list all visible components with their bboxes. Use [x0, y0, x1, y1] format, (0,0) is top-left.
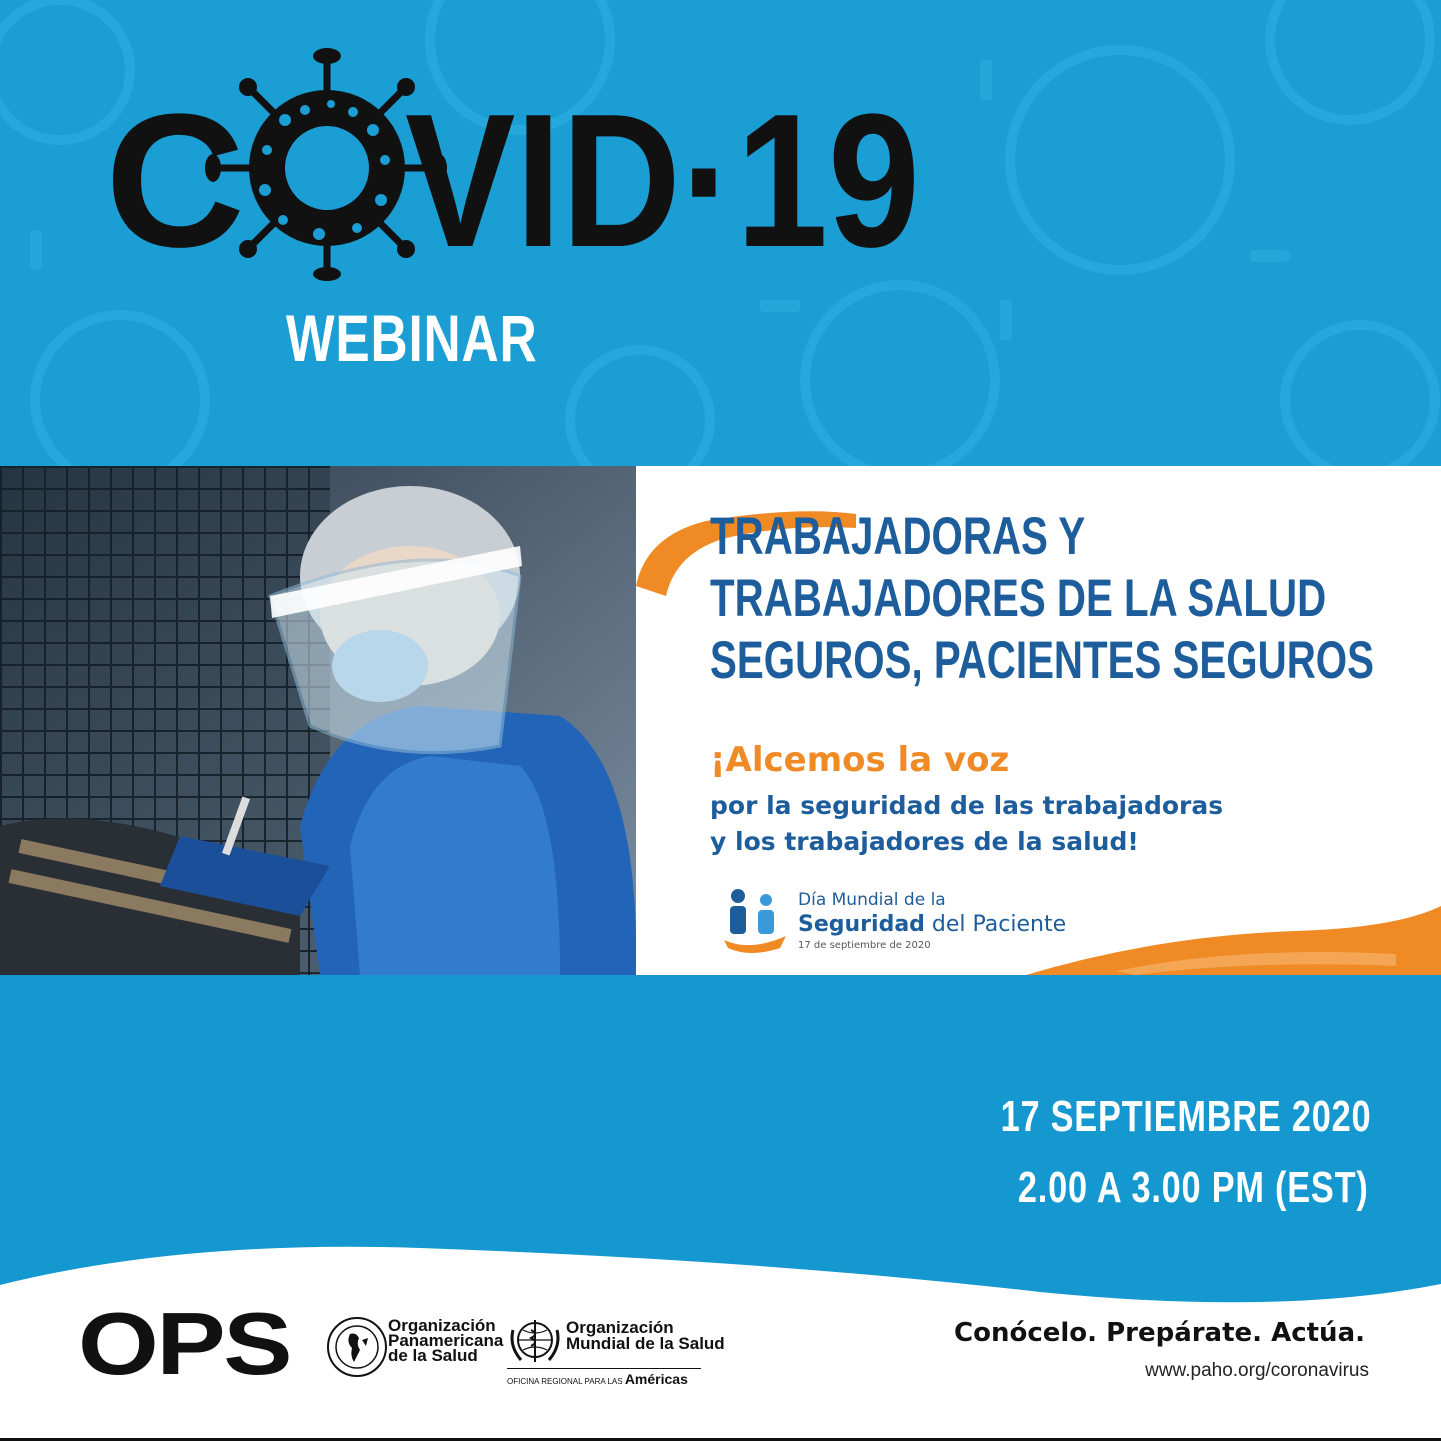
- who-name-line: Mundial de la Salud: [566, 1334, 725, 1353]
- campaign-tagline: Conócelo. Prepárate. Actúa.: [954, 1318, 1365, 1348]
- poster-headline: [710, 506, 1374, 692]
- headline-line: TRABAJADORES DE LA SALUD: [710, 569, 1327, 628]
- svg-text:C: C: [105, 75, 245, 287]
- day-line-1: Día Mundial de la: [798, 890, 946, 910]
- subtext-line: y los trabajadores de la salud!: [710, 827, 1139, 856]
- covid19-title-logo: [105, 50, 925, 287]
- webinar-label: WEBINAR: [286, 301, 538, 375]
- paho-name-line: de la Salud: [388, 1346, 478, 1365]
- headline-line: TRABAJADORAS Y: [710, 507, 1086, 566]
- health-worker-photo: [0, 466, 636, 975]
- who-name-line: Organización: [566, 1318, 674, 1337]
- poster-subtext: [710, 788, 1223, 860]
- paho-seal-icon: [326, 1316, 388, 1378]
- svg-text:VID·19: VID·19: [405, 75, 920, 287]
- ops-logo: OPS: [78, 1294, 291, 1393]
- who-name: [566, 1320, 725, 1352]
- who-emblem-icon: [507, 1316, 563, 1366]
- who-region-prefix: OFICINA REGIONAL PARA LAS: [507, 1377, 625, 1386]
- who-divider: [507, 1368, 701, 1369]
- day-line-2-bold: Seguridad: [798, 912, 925, 937]
- who-region-name: Américas: [624, 1371, 688, 1387]
- event-date: 17 SEPTIEMBRE 2020: [1000, 1092, 1371, 1141]
- subtext-line: por la seguridad de las trabajadoras: [710, 791, 1224, 820]
- website-url[interactable]: www.paho.org/coronavirus: [1145, 1360, 1369, 1381]
- campaign-poster: [636, 466, 1441, 975]
- day-line-2-rest: del Paciente: [924, 912, 1067, 937]
- headline-line: SEGUROS, PACIENTES SEGUROS: [710, 631, 1374, 690]
- paho-name: [388, 1318, 503, 1363]
- paho-name-line: Organización: [388, 1316, 496, 1335]
- day-line-2: [798, 912, 1066, 937]
- header-band: [0, 0, 1441, 466]
- paho-name-line: Panamericana: [388, 1331, 504, 1350]
- poster-callout: ¡Alcemos la voz: [710, 740, 1010, 780]
- event-time: 2.00 A 3.00 PM (EST): [1018, 1163, 1369, 1212]
- event-banner: [0, 466, 1441, 975]
- patient-safety-day-text: [798, 890, 1066, 951]
- who-region: [507, 1371, 688, 1387]
- patient-safety-day-icon: [720, 886, 790, 956]
- day-date: 17 de septiembre de 2020: [798, 940, 931, 951]
